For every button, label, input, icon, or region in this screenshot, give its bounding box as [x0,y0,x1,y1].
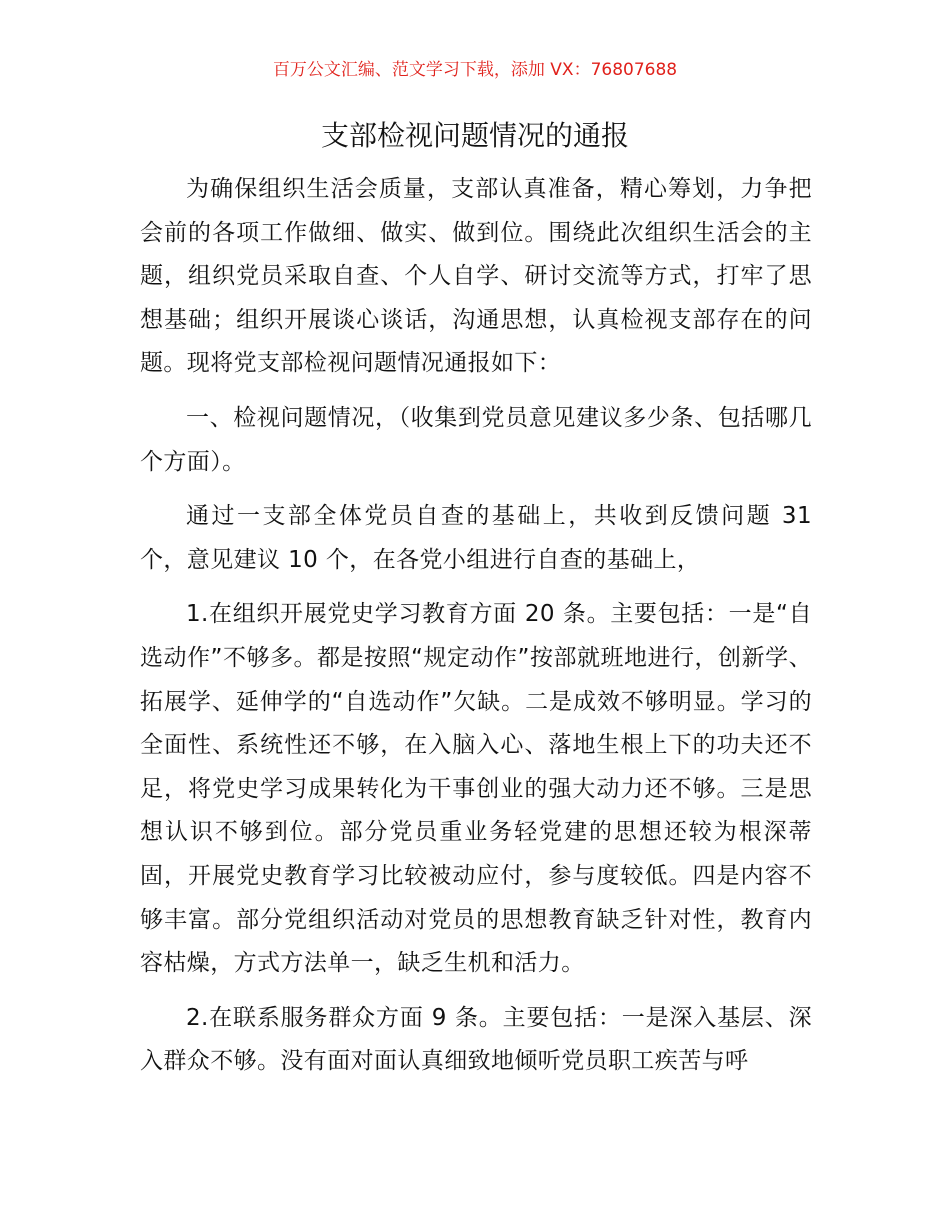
paragraph-intro: 为确保组织生活会质量，支部认真准备，精心筹划，力争把会前的各项工作做细、做实、做到位。围绕此次组织生活会的主题，组织党员采取自查、个人自学、研讨交流等方式，打牢了思想基础；组织开展谈心谈话，沟通思想，认真检视支部存在的问题。现将党支部检视问题情况通报如下： [140,176,812,377]
paragraph-item-2-serving-masses: 2.在联系服务群众方面 9 条。主要包括：一是深入基层、深入群众不够。没有面对面认真细致地倾听党员职工疾苦与呼 [140,1004,812,1075]
document-title: 支部检视问题情况的通报 [320,119,629,152]
header-watermark-note: 百万公文汇编、范文学习下载，添加 VX：76807688 [272,60,678,80]
paragraph-section-heading: 一、检视问题情况，（收集到党员意见建议多少条、包括哪几个方面）。 [140,404,812,475]
document-body [140,168,812,1095]
paragraph-item-1-party-history: 1.在组织开展党史学习教育方面 20 条。主要包括：一是“自选动作”不够多。都是按照“规定动作”按部就班地进行，创新学、拓展学、延伸学的“自选动作”欠缺。二是成效不够明显。学习的全面性、系统性还不够，在入脑入心、落地生根上下的功夫还不足，将党史学习成果转化为干事创业的强大动力还不够。三是思想认识不够到位。部分党员重业务轻党建的思想还较为根深蒂固，开展党史教育学习比较被动应付，参与度较低。四是内容不够丰富。部分党组织活动对党员的思想教育缺乏针对性，教育内容枯燥，方式方法单一，缺乏生机和活力。 [140,601,812,977]
paragraph-self-check-summary: 通过一支部全体党员自查的基础上，共收到反馈问题 31 个，意见建议 10 个，在各党小组进行自查的基础上， [140,503,812,573]
